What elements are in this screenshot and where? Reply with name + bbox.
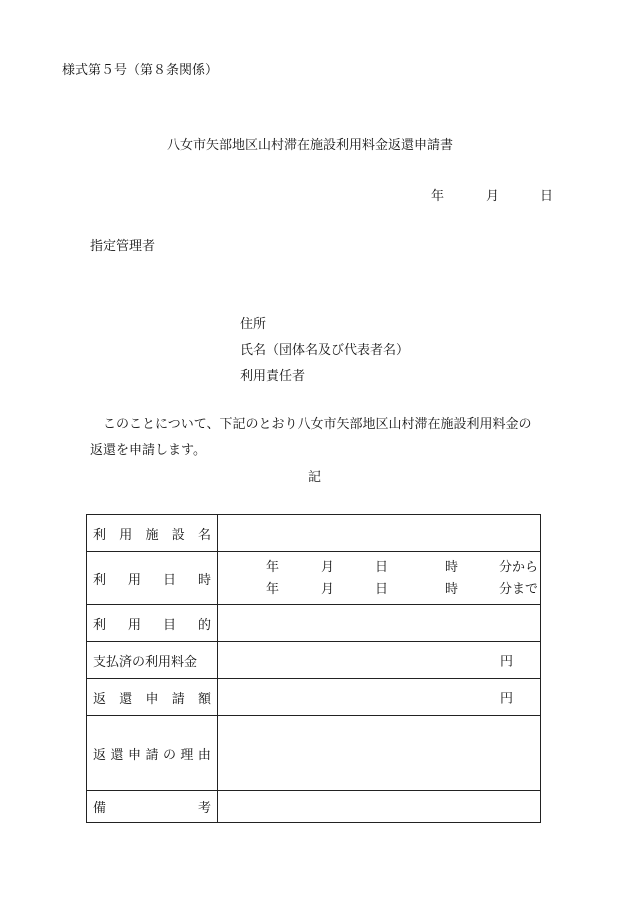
label-char: 額 xyxy=(197,691,211,707)
datetime-to-day: 日 xyxy=(375,582,389,597)
table-row-refund-reason xyxy=(87,716,541,791)
datetime-from-day: 日 xyxy=(375,560,389,575)
label-char: 由 xyxy=(197,747,211,763)
label-char: 備 xyxy=(93,801,107,816)
datetime-to-month: 月 xyxy=(321,582,335,597)
refund-amount-yen-unit: 円 xyxy=(500,691,514,707)
body-text-line-2: 返還を申請します。 xyxy=(90,443,206,458)
body-text-line-1-content: このことについて、下記のとおり八女市矢部地区山村滞在施設利用料金の xyxy=(103,417,532,432)
datetime-from-line xyxy=(218,561,540,575)
table-row-facility xyxy=(87,515,541,552)
table-row-remarks xyxy=(87,791,541,823)
datetime-to-year: 年 xyxy=(266,582,280,597)
label-char: 考 xyxy=(197,801,211,816)
facility-name-label xyxy=(87,515,218,552)
refund-reason-field[interactable] xyxy=(218,716,541,791)
label-char: 名 xyxy=(197,527,211,543)
label-char: 利 xyxy=(93,572,107,588)
table-row-datetime xyxy=(87,552,541,605)
ki-heading: 記 xyxy=(308,470,322,485)
datetime-from-hour: 時 xyxy=(445,560,459,575)
datetime-to-hour: 時 xyxy=(445,582,459,597)
table-row-refund-amount xyxy=(87,679,541,716)
remarks-label xyxy=(87,791,218,823)
remarks-field[interactable] xyxy=(218,791,541,823)
label-char: 申 xyxy=(127,747,141,763)
form-number: 様式第５号（第８条関係） xyxy=(62,63,219,78)
label-char: 理 xyxy=(180,747,194,763)
label-char: 用 xyxy=(127,617,141,633)
usage-purpose-field[interactable] xyxy=(218,605,541,642)
datetime-from-suffix: 分から xyxy=(499,560,539,575)
label-char: 施 xyxy=(145,527,159,543)
label-char: 請 xyxy=(145,747,159,763)
facility-name-field[interactable] xyxy=(218,515,541,552)
refund-amount-field[interactable] xyxy=(218,679,541,716)
body-text-line-1 xyxy=(90,418,532,431)
table-row-paid-fee xyxy=(87,642,541,679)
datetime-from-year: 年 xyxy=(266,560,280,575)
usage-datetime-field[interactable] xyxy=(218,552,541,605)
label-char: 的 xyxy=(197,617,211,633)
datetime-to-line xyxy=(218,583,540,597)
applicant-name-label: 氏名（団体名及び代表者名） xyxy=(240,343,410,358)
label-char: 時 xyxy=(197,572,211,588)
label-char: 返 xyxy=(93,691,107,707)
label-char: 還 xyxy=(119,691,133,707)
paid-fee-yen-unit: 円 xyxy=(500,654,514,670)
date-month-label: 月 xyxy=(486,189,500,204)
refund-reason-label xyxy=(87,716,218,791)
label-char: 日 xyxy=(162,572,176,588)
document-title: 八女市矢部地区山村滞在施設利用料金返還申請書 xyxy=(167,138,454,153)
label-char: 利 xyxy=(93,617,107,633)
label-char: 利 xyxy=(93,527,107,543)
paid-fee-label: 支払済の利用料金 xyxy=(87,642,218,679)
refund-amount-label xyxy=(87,679,218,716)
addressee: 指定管理者 xyxy=(90,239,156,254)
label-char: 設 xyxy=(171,527,185,543)
datetime-from-month: 月 xyxy=(321,560,335,575)
label-char: 用 xyxy=(127,572,141,588)
label-char: 用 xyxy=(119,527,133,543)
usage-datetime-label xyxy=(87,552,218,605)
label-char: 請 xyxy=(171,691,185,707)
label-char: 還 xyxy=(110,747,124,763)
refund-details-table xyxy=(86,514,541,823)
applicant-address-label: 住所 xyxy=(240,317,267,332)
paid-fee-field[interactable] xyxy=(218,642,541,679)
usage-purpose-label xyxy=(87,605,218,642)
table-row-purpose xyxy=(87,605,541,642)
label-char: の xyxy=(162,747,176,763)
datetime-to-suffix: 分まで xyxy=(499,582,539,597)
date-day-label: 日 xyxy=(540,189,554,204)
date-year-label: 年 xyxy=(431,189,445,204)
label-char: 目 xyxy=(162,617,176,633)
applicant-responsible-person-label: 利用責任者 xyxy=(240,369,306,384)
label-char: 返 xyxy=(93,747,107,763)
label-char: 申 xyxy=(145,691,159,707)
